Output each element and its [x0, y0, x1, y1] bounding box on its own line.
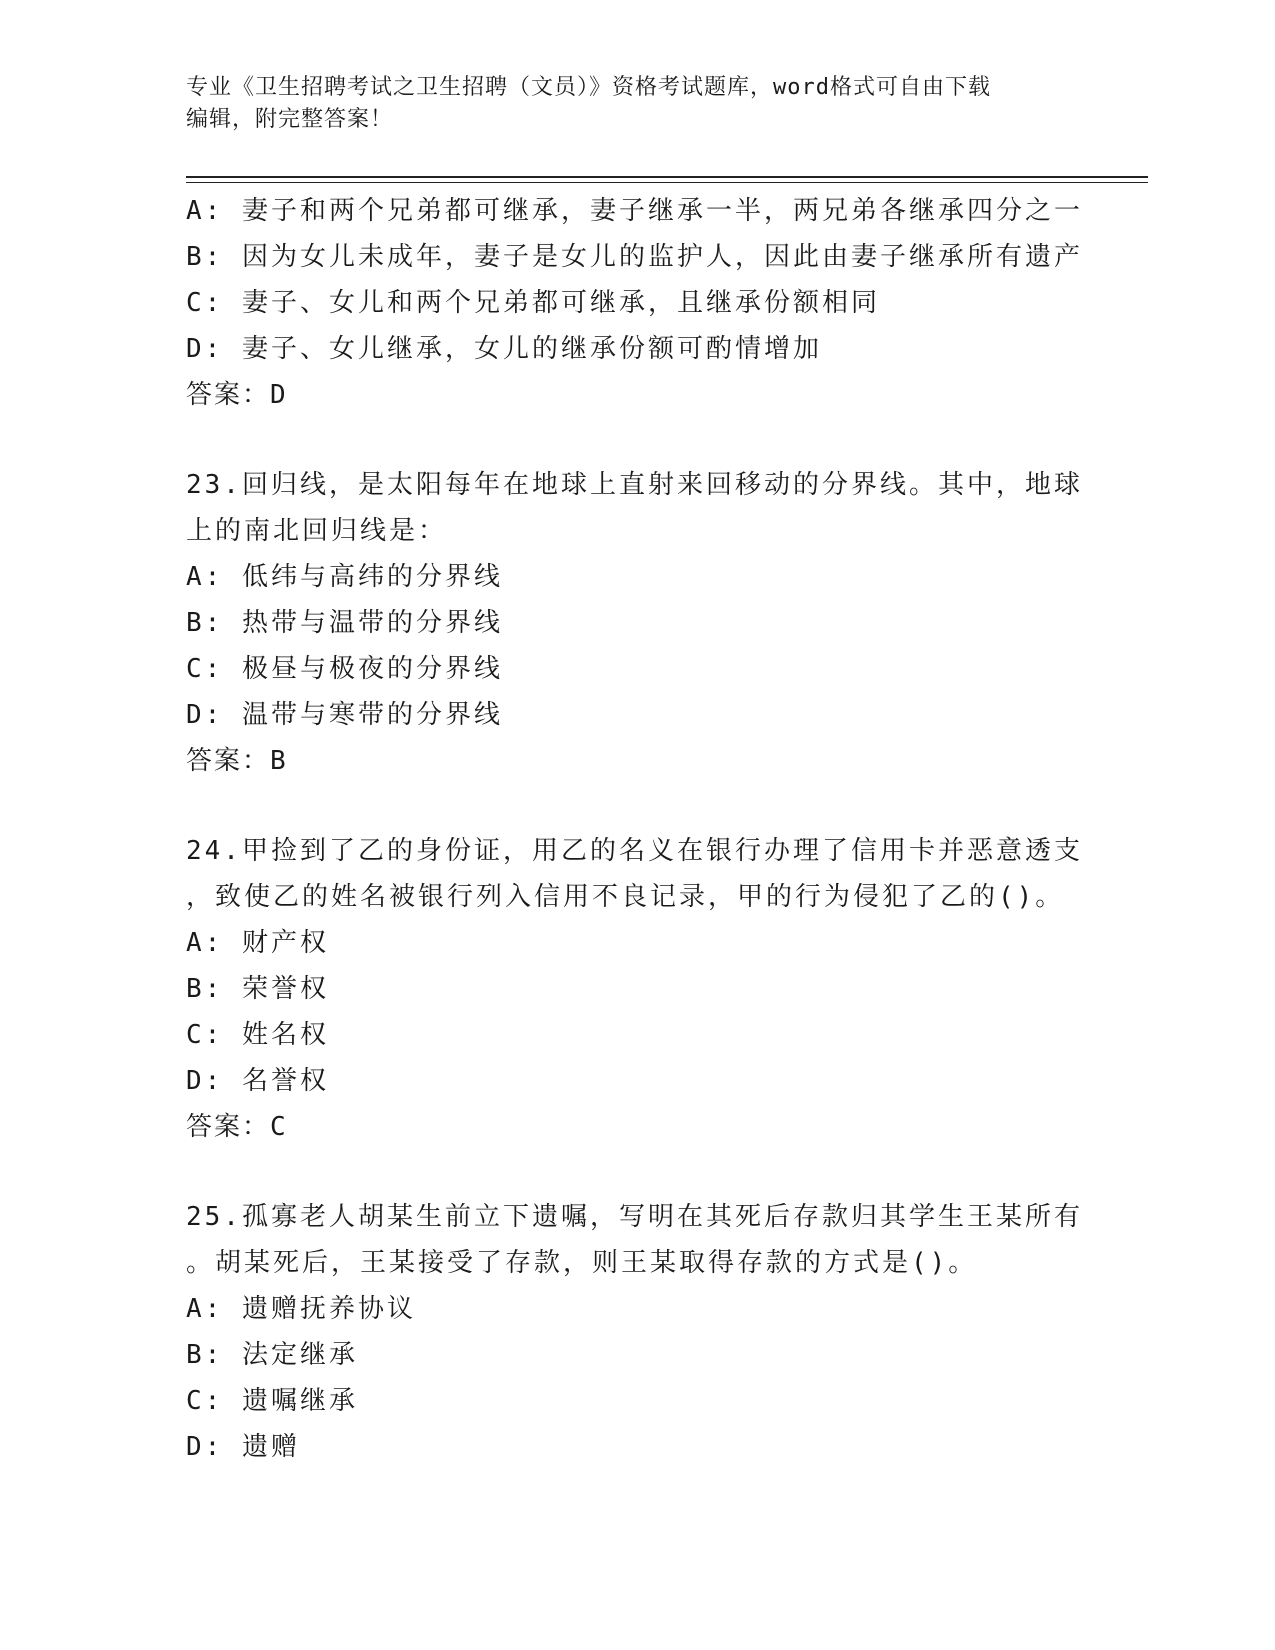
option-d: D: 遗赠 — [186, 1432, 300, 1462]
option-d: D: 妻子、女儿继承，女儿的继承份额可酌情增加 — [186, 334, 822, 364]
option-c: C: 遗嘱继承 — [186, 1386, 358, 1416]
question-content — [186, 188, 1086, 1470]
option-a: A: 妻子和两个兄弟都可继承，妻子继承一半，两兄弟各继承四分之一 — [186, 196, 1083, 226]
option-a: A: 财产权 — [186, 928, 329, 958]
option-c: C: 妻子、女儿和两个兄弟都可继承，且继承份额相同 — [186, 288, 880, 318]
option-a: A: 低纬与高纬的分界线 — [186, 562, 503, 592]
answer-line: 答案：D — [186, 380, 288, 410]
option-b: B: 因为女儿未成年，妻子是女儿的监护人，因此由妻子继承所有遗产 — [186, 242, 1083, 272]
question-stem-line-2: 上的南北回归线是： — [186, 516, 448, 546]
option-c: C: 姓名权 — [186, 1020, 329, 1050]
option-a: A: 遗赠抚养协议 — [186, 1294, 416, 1324]
question-22 — [186, 188, 1086, 418]
header-line-1: 专业《卫生招聘考试之卫生招聘（文员）》资格考试题库，word格式可自由下载 — [186, 75, 991, 100]
answer-line: 答案：B — [186, 746, 288, 776]
question-24 — [186, 828, 1086, 1150]
question-stem-line-2: ，致使乙的姓名被银行列入信用不良记录，甲的行为侵犯了乙的()。 — [186, 882, 1065, 912]
option-d: D: 温带与寒带的分界线 — [186, 700, 503, 730]
header-rule-thick — [186, 176, 1148, 178]
document-header — [186, 72, 1086, 136]
option-d: D: 名誉权 — [186, 1066, 329, 1096]
question-stem-line-1: 24.甲捡到了乙的身份证，用乙的名义在银行办理了信用卡并恶意透支 — [186, 836, 1083, 866]
answer-line: 答案：C — [186, 1112, 288, 1142]
question-stem-line-1: 25.孤寡老人胡某生前立下遗嘱，写明在其死后存款归其学生王某所有 — [186, 1202, 1083, 1232]
question-25 — [186, 1194, 1086, 1470]
option-b: B: 法定继承 — [186, 1340, 358, 1370]
question-stem-line-2: 。胡某死后，王某接受了存款，则王某取得存款的方式是()。 — [186, 1248, 978, 1278]
question-stem-line-1: 23.回归线，是太阳每年在地球上直射来回移动的分界线。其中，地球 — [186, 470, 1083, 500]
question-23 — [186, 462, 1086, 784]
option-b: B: 热带与温带的分界线 — [186, 608, 503, 638]
option-b: B: 荣誉权 — [186, 974, 329, 1004]
header-rule-thin — [186, 182, 1148, 183]
option-c: C: 极昼与极夜的分界线 — [186, 654, 503, 684]
header-line-2: 编辑，附完整答案！ — [186, 107, 394, 132]
